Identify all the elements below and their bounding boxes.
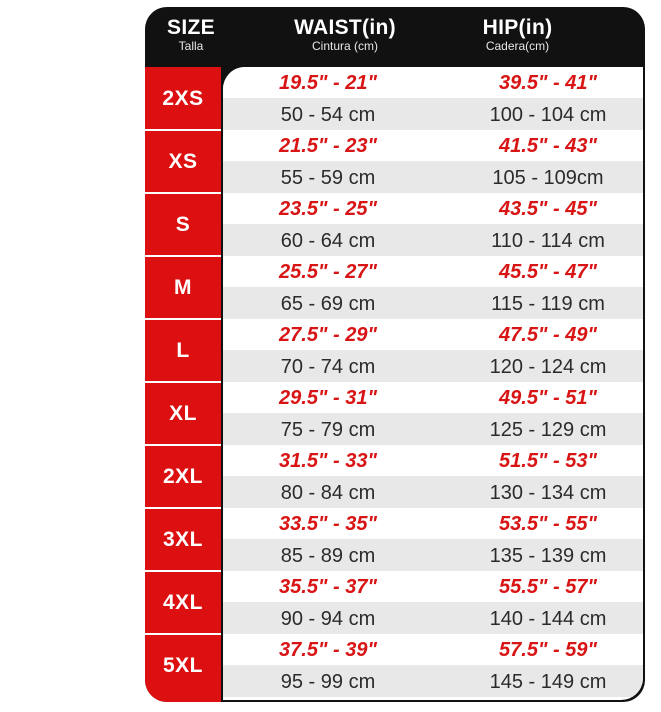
table-row xyxy=(223,571,643,634)
centimeters-row xyxy=(223,161,643,193)
hip-header-title: HIP(in) xyxy=(482,16,553,39)
table-row xyxy=(223,256,643,319)
inches-row xyxy=(223,256,643,287)
waist-centimeters: 55 - 59 cm xyxy=(280,167,376,189)
inches-row xyxy=(223,67,643,98)
waist-inches: 21.5" - 23" xyxy=(279,135,377,157)
inches-row xyxy=(223,445,643,476)
size-divider xyxy=(145,570,221,572)
table-row xyxy=(223,508,643,571)
size-divider xyxy=(145,633,221,635)
table-row xyxy=(223,319,643,382)
waist-centimeters: 95 - 99 cm xyxy=(280,671,376,693)
size-label: L xyxy=(176,338,190,362)
waist-inches: 35.5" - 37" xyxy=(279,576,377,598)
inches-row xyxy=(223,508,643,539)
hip-centimeters: 120 - 124 cm xyxy=(489,356,607,378)
centimeters-row xyxy=(223,350,643,382)
centimeters-row xyxy=(223,602,643,634)
table-row xyxy=(223,130,643,193)
size-divider xyxy=(145,318,221,320)
inches-row xyxy=(223,193,643,224)
hip-inches: 41.5" - 43" xyxy=(499,135,597,157)
size-divider xyxy=(145,444,221,446)
size-label: M xyxy=(174,275,192,299)
waist-centimeters: 85 - 89 cm xyxy=(280,545,376,567)
hip-inches: 39.5" - 41" xyxy=(499,72,597,94)
waist-header-subtitle: Cintura (cm) xyxy=(311,39,378,53)
waist-centimeters: 70 - 74 cm xyxy=(280,356,376,378)
size-label: XS xyxy=(168,149,198,173)
centimeters-row xyxy=(223,665,643,697)
size-divider xyxy=(145,507,221,509)
hip-header-subtitle: Cadera(cm) xyxy=(485,39,550,53)
hip-inches: 45.5" - 47" xyxy=(499,261,597,283)
table-row xyxy=(223,382,643,445)
inches-row xyxy=(223,382,643,413)
hip-inches: 57.5" - 59" xyxy=(499,639,597,661)
size-label: 3XL xyxy=(162,527,203,551)
size-label: 2XL xyxy=(162,464,203,488)
size-label: 5XL xyxy=(162,653,203,677)
waist-inches: 31.5" - 33" xyxy=(279,450,377,472)
inches-row xyxy=(223,571,643,602)
waist-centimeters: 65 - 69 cm xyxy=(280,293,376,315)
hip-inches: 43.5" - 45" xyxy=(499,198,597,220)
waist-inches: 33.5" - 35" xyxy=(279,513,377,535)
waist-header-title: WAIST(in) xyxy=(294,16,396,39)
hip-centimeters: 110 - 114 cm xyxy=(491,230,605,252)
size-chart xyxy=(145,7,645,702)
size-label: XL xyxy=(169,401,197,425)
waist-centimeters: 60 - 64 cm xyxy=(280,230,376,252)
inches-row xyxy=(223,319,643,350)
size-divider xyxy=(145,381,221,383)
hip-inches: 53.5" - 55" xyxy=(499,513,597,535)
hip-inches: 55.5" - 57" xyxy=(499,576,597,598)
size-divider xyxy=(145,255,221,257)
waist-inches: 25.5" - 27" xyxy=(279,261,377,283)
hip-centimeters: 130 - 134 cm xyxy=(489,482,607,504)
waist-centimeters: 90 - 94 cm xyxy=(280,608,376,630)
waist-centimeters: 75 - 79 cm xyxy=(280,419,376,441)
centimeters-row xyxy=(223,476,643,508)
size-divider xyxy=(145,129,221,131)
size-label: S xyxy=(175,212,191,236)
centimeters-row xyxy=(223,539,643,571)
waist-inches: 29.5" - 31" xyxy=(279,387,377,409)
waist-inches: 23.5" - 25" xyxy=(279,198,377,220)
size-label: 2XS xyxy=(162,86,204,110)
hip-centimeters: 100 - 104 cm xyxy=(489,104,607,126)
hip-centimeters: 125 - 129 cm xyxy=(489,419,607,441)
size-column xyxy=(145,67,221,702)
measurement-panel xyxy=(223,67,643,700)
size-header-subtitle: Talla xyxy=(178,39,204,53)
table-row xyxy=(223,445,643,508)
waist-centimeters: 50 - 54 cm xyxy=(280,104,376,126)
hip-inches: 49.5" - 51" xyxy=(499,387,597,409)
hip-centimeters: 115 - 119 cm xyxy=(491,293,605,315)
waist-header xyxy=(255,7,435,67)
hip-centimeters: 140 - 144 cm xyxy=(489,608,607,630)
table-row xyxy=(223,67,643,130)
size-header-title: SIZE xyxy=(167,16,215,39)
waist-inches: 37.5" - 39" xyxy=(279,639,377,661)
centimeters-row xyxy=(223,413,643,445)
size-divider xyxy=(145,192,221,194)
size-header xyxy=(153,7,229,67)
inches-row xyxy=(223,634,643,665)
waist-inches: 19.5" - 21" xyxy=(279,72,377,94)
hip-centimeters: 105 - 109cm xyxy=(492,167,604,189)
inches-row xyxy=(223,130,643,161)
hip-inches: 51.5" - 53" xyxy=(499,450,597,472)
centimeters-row xyxy=(223,224,643,256)
hip-inches: 47.5" - 49" xyxy=(499,324,597,346)
waist-centimeters: 80 - 84 cm xyxy=(280,482,376,504)
table-row xyxy=(223,193,643,256)
centimeters-row xyxy=(223,287,643,319)
table-row xyxy=(223,634,643,697)
size-label: 4XL xyxy=(162,590,203,614)
hip-centimeters: 145 - 149 cm xyxy=(489,671,607,693)
hip-centimeters: 135 - 139 cm xyxy=(489,545,607,567)
waist-inches: 27.5" - 29" xyxy=(279,324,377,346)
centimeters-row xyxy=(223,98,643,130)
hip-header xyxy=(420,7,615,67)
